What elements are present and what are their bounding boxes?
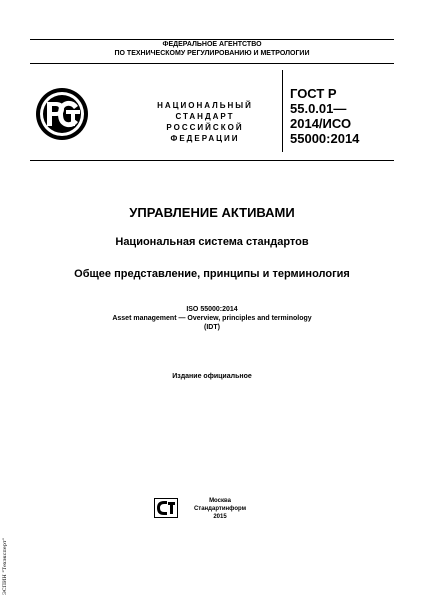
national-standard-label bbox=[140, 100, 270, 144]
gost-line-1: ГОСТ Р bbox=[290, 86, 337, 101]
standard-line-1: НАЦИОНАЛЬНЫЙ bbox=[157, 101, 253, 110]
gost-line-3: 2014/ИСО bbox=[290, 116, 352, 131]
iso-reference bbox=[0, 305, 424, 332]
header-bottom-rule bbox=[30, 160, 394, 161]
header-rule bbox=[30, 63, 394, 64]
gost-line-4: 55000:2014 bbox=[290, 131, 360, 146]
document-subtitle-1: Национальная система стандартов bbox=[115, 236, 309, 248]
publisher-block bbox=[190, 497, 250, 521]
agency-line-1: ФЕДЕРАЛЬНОЕ АГЕНТСТВО bbox=[162, 41, 262, 48]
standard-line-4: ФЕДЕРАЦИИ bbox=[170, 134, 240, 143]
standard-line-3: РОССИЙСКОЙ bbox=[166, 123, 244, 132]
side-watermark: ЭСПИН "Техэксперт" bbox=[2, 537, 8, 595]
document-subtitle-2: Общее представление, принципы и терминология bbox=[74, 268, 350, 280]
iso-title: Asset management — Overview, principles and terminology bbox=[112, 315, 312, 322]
document-title: УПРАВЛЕНИЕ АКТИВАМИ bbox=[129, 205, 295, 220]
standard-line-2: СТАНДАРТ bbox=[175, 112, 235, 121]
publisher-city: Москва bbox=[209, 498, 231, 504]
iso-number: ISO 55000:2014 bbox=[186, 306, 238, 313]
gost-line-2: 55.0.01— bbox=[290, 101, 347, 116]
iso-idt: (IDT) bbox=[204, 324, 220, 331]
publisher-name: Стандартинформ bbox=[193, 506, 247, 512]
header-divider bbox=[282, 70, 283, 152]
agency-line-2: ПО ТЕХНИЧЕСКОМУ РЕГУЛИРОВАНИЮ И МЕТРОЛОГИИ bbox=[114, 50, 310, 57]
gost-designation bbox=[290, 86, 390, 146]
rst-certification-mark-icon bbox=[34, 86, 90, 142]
edition-label: Издание официальное bbox=[172, 373, 252, 380]
publication-year: 2015 bbox=[213, 514, 227, 520]
agency-name bbox=[30, 40, 394, 58]
standartinform-logo-icon bbox=[154, 498, 178, 518]
